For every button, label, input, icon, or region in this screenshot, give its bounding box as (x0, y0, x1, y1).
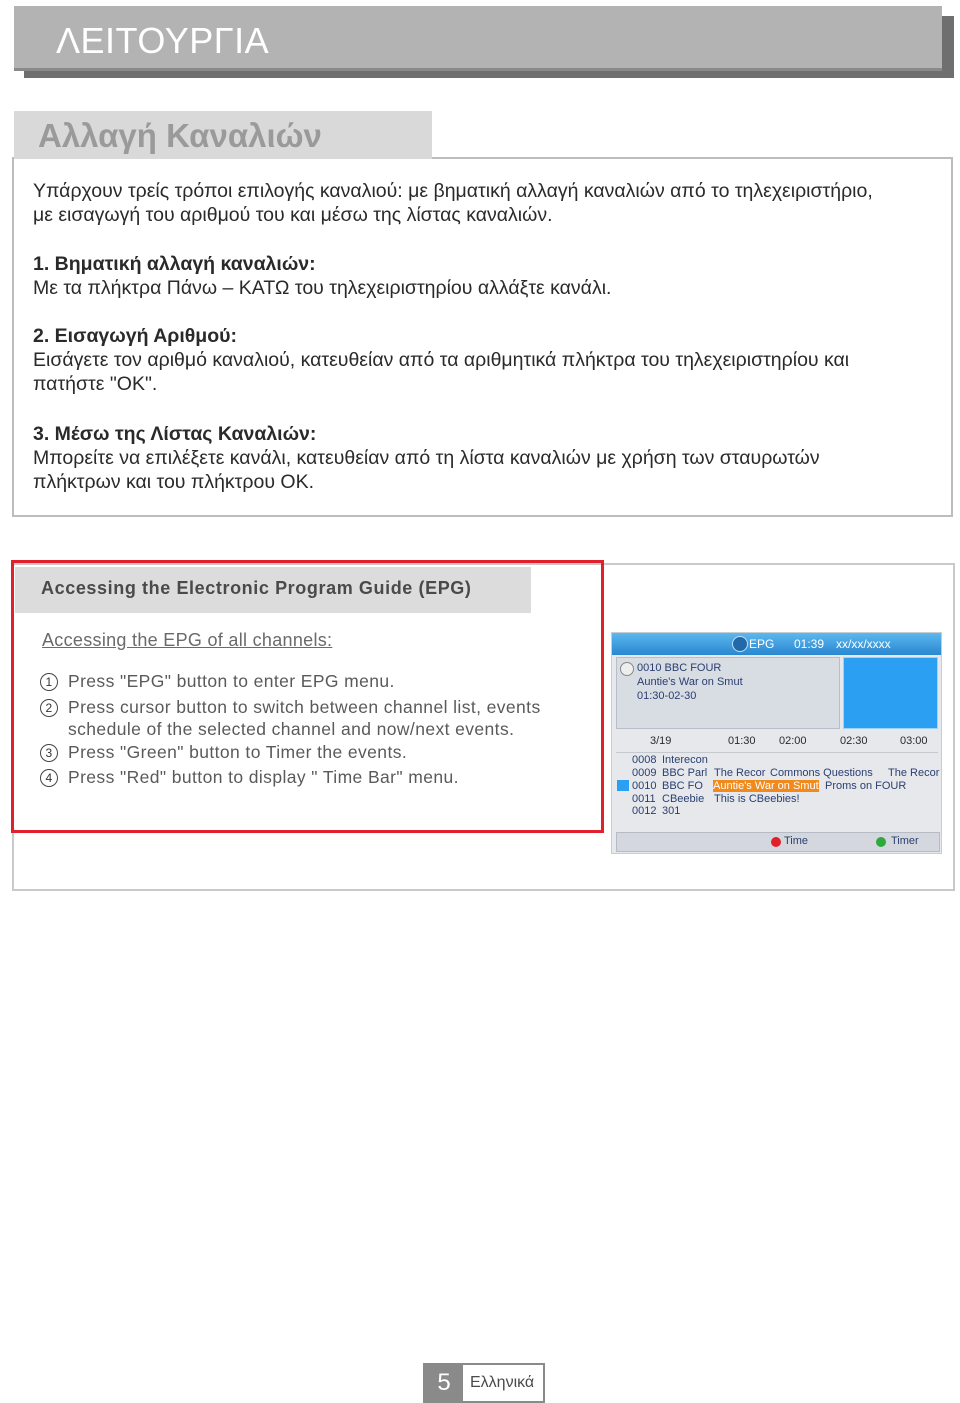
epg-screen-label: EPG (749, 637, 775, 651)
red-button-icon (771, 837, 781, 847)
method-heading: 1. Βηματική αλλαγή καναλιών: (33, 253, 316, 275)
page-number: 5 (425, 1365, 463, 1401)
step-text: Press "Red" button to display " Time Bar" menu. (68, 767, 459, 787)
event-cell: This is CBeebies! (714, 793, 800, 805)
event-cell: The Recor (714, 767, 766, 779)
epg-subtitle: Accessing the EPG of all channels: (42, 630, 333, 650)
step-number: 3 (40, 744, 58, 762)
channel-name: CBeebie (662, 793, 705, 805)
event-cell: Commons Questions (770, 767, 873, 779)
channel-name: Interecon (662, 754, 708, 766)
channel-number: 0010 (632, 780, 657, 792)
time-slot: 02:30 (840, 735, 868, 747)
channel-number: 0012 (632, 805, 657, 817)
epg-screen-time: 01:39 (794, 637, 825, 651)
channel-name: BBC FO (662, 780, 703, 792)
method-item-3 (33, 422, 913, 494)
epg-title: Accessing the Electronic Program Guide (EPG) (41, 578, 472, 598)
method-text: πατήστε "ΟΚ". (33, 373, 158, 395)
event-cell-selected: Auntie's War on Smut (713, 780, 819, 792)
epg-step (40, 696, 588, 740)
epg-screen-titlebar (612, 633, 941, 655)
step-text: Press cursor button to switch between channel list, events schedule of the selected channel and now/next events. (68, 697, 541, 739)
method-item-2 (33, 324, 913, 396)
intro-line: Υπάρχουν τρείς τρόποι επιλογής καναλιού: με βηματική αλλαγή καναλιών από το τηλεχειριστήριο, (33, 180, 873, 202)
footer-timer-label: Timer (891, 835, 919, 847)
method-text: πλήκτρων και του πλήκτρου ΟΚ. (33, 471, 314, 493)
channel-name: 301 (662, 805, 681, 817)
header-title: ΛΕΙΤΟΥΡΓΙΑ (56, 20, 270, 61)
globe-icon (732, 636, 748, 652)
method-text: Εισάγετε τον αριθμό καναλιού, κατευθείαν από τα αριθμητικά πλήκτρα του τηλεχειριστηρίου και (33, 349, 850, 371)
step-number: 2 (40, 699, 58, 717)
method-item-1 (33, 252, 913, 300)
video-preview (843, 657, 938, 729)
selection-arrow-icon (617, 780, 629, 791)
play-icon (620, 662, 634, 676)
section-title: Αλλαγή Καναλιών (38, 117, 322, 154)
epg-screen (611, 632, 942, 854)
step-text: Press "EPG" button to enter EPG menu. (68, 671, 395, 691)
channel-number: 0011 (632, 793, 656, 805)
epg-step (40, 670, 588, 692)
epg-step (40, 766, 588, 788)
info-time: 01:30-02-30 (637, 690, 697, 702)
intro-paragraph (33, 179, 913, 227)
section-tab (14, 111, 432, 159)
method-text: Μπορείτε να επιλέξετε κανάλι, κατευθείαν από τη λίστα καναλιών με χρήση των σταυρωτών (33, 447, 820, 469)
method-text: Με τα πλήκτρα Πάνω – ΚΑΤΩ του τηλεχειριστηρίου αλλάξτε κανάλι. (33, 277, 612, 299)
footer-time-label: Time (784, 835, 809, 847)
time-slot: 02:00 (779, 735, 807, 747)
header-banner (14, 6, 942, 71)
page-indicator: 3/19 (650, 735, 672, 747)
method-heading: 2. Εισαγωγή Αριθμού: (33, 325, 237, 347)
event-cell: The Recor (888, 767, 940, 779)
step-number: 4 (40, 769, 58, 787)
intro-line: με εισαγωγή του αριθμού του και μέσω της λίστας καναλιών. (33, 204, 553, 226)
time-slot: 01:30 (728, 735, 756, 747)
epg-screen-footer (616, 832, 940, 852)
method-heading: 3. Μέσω της Λίστας Καναλιών: (33, 423, 317, 445)
green-button-icon (876, 837, 886, 847)
page-footer (423, 1363, 545, 1403)
step-text: Press "Green" button to Timer the events. (68, 742, 408, 762)
step-number: 1 (40, 673, 58, 691)
page-language: Ελληνικά (470, 1374, 535, 1391)
info-program: Auntie's War on Smut (637, 676, 743, 688)
channel-number: 0008 (632, 754, 657, 766)
epg-step (40, 741, 588, 763)
epg-info-panel (616, 657, 840, 729)
info-channel: 0010 BBC FOUR (637, 662, 722, 674)
divider (616, 752, 938, 753)
event-cell: Proms on FOUR (825, 780, 907, 792)
time-slot: 03:00 (900, 735, 928, 747)
channel-number: 0009 (632, 767, 657, 779)
epg-screen-date: xx/xx/xxxx (836, 637, 891, 651)
channel-name: BBC Parl (662, 767, 708, 779)
